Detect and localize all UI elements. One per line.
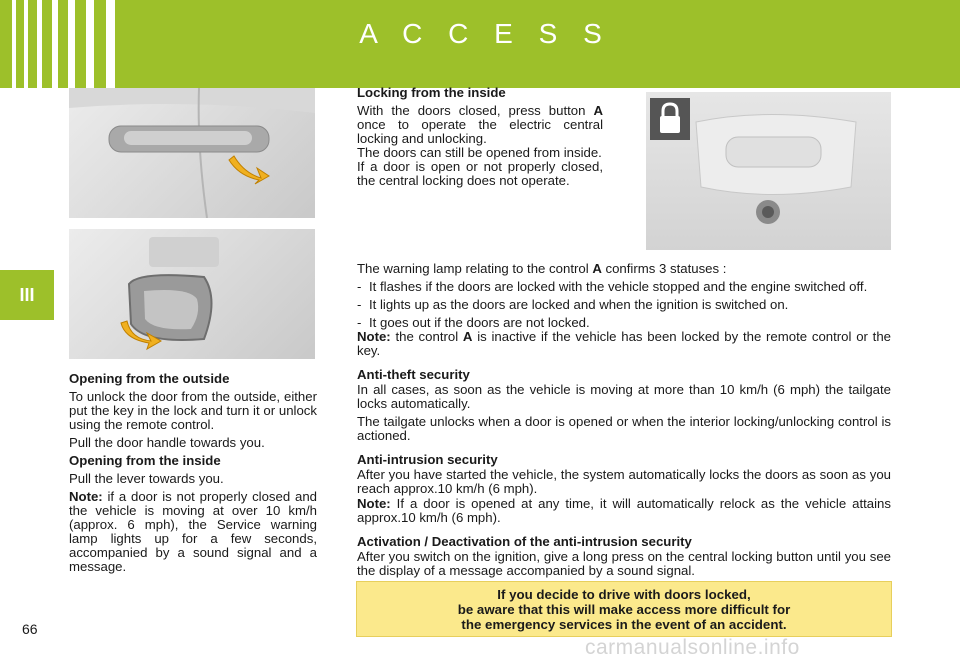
watermark: carmanualsonline.info — [585, 636, 800, 659]
antitheft-text-2: The tailgate unlocks when a door is opened or when the interior locking/unlocking control is actioned. — [357, 414, 891, 443]
note-control-post: is inactive if the vehicle has been locked by the remote control or the key. — [357, 329, 892, 358]
inner-lever-photo — [69, 229, 315, 359]
status-text: It goes out if the doors are not locked. — [369, 315, 590, 330]
warning-line-3: the emergency services in the event of an accident. — [461, 616, 787, 632]
padlock-icon — [650, 98, 690, 140]
heading-opening-outside: Opening from the outside — [69, 371, 230, 386]
heading-antitheft: Anti-theft security — [357, 367, 470, 382]
header-stripe — [68, 0, 75, 88]
note-control-pre: the control — [390, 329, 463, 344]
status-text: It flashes if the doors are locked with the vehicle stopped and the engine switched off. — [369, 279, 868, 294]
lock-button-photo — [646, 92, 891, 250]
door-handle-illustration — [69, 88, 315, 218]
locking-text-1-pre: With the doors closed, press button — [357, 103, 594, 118]
heading-locking-inside: Locking from the inside — [357, 85, 506, 100]
locking-text-1-post: once to operate the electric central locking and unlocking. — [357, 117, 603, 146]
pull-handle-text: Pull the door handle towards you. — [69, 435, 265, 450]
warning-lamp-post: confirms 3 statuses : — [601, 261, 727, 276]
left-column — [69, 372, 317, 578]
note-relock-text: If a door is opened at any time, it will automatically relock as the vehicle attains approx.10 km/h (6 mph). — [357, 496, 891, 525]
header-stripe — [24, 0, 28, 88]
locking-text-1 — [357, 104, 603, 146]
page-number: 66 — [22, 621, 38, 637]
warning-line-1: If you decide to drive with doors locked, — [497, 586, 751, 602]
heading-opening-inside: Opening from the inside — [69, 453, 221, 468]
status-item: - It flashes if the doors are locked with the vehicle stopped and the engine switched off. — [357, 279, 868, 294]
warning-box — [356, 581, 892, 637]
header-stripe — [106, 0, 115, 88]
note-label: Note: — [357, 329, 391, 344]
heading-antiintrusion: Anti-intrusion security — [357, 452, 498, 467]
control-a-label: A — [592, 261, 602, 276]
heading-activation: Activation / Deactivation of the anti-intrusion security — [357, 534, 692, 549]
header-stripe — [37, 0, 42, 88]
status-text: It lights up as the doors are locked and when the ignition is switched on. — [369, 297, 789, 312]
header-stripe — [52, 0, 58, 88]
antiintrusion-text: After you have started the vehicle, the system automatically locks the doors as soon as you reach approx.10 km/h (6 mph). — [357, 467, 891, 496]
opening-outside-text: To unlock the door from the outside, either put the key in the lock and turn it or unlock using the remote control. — [69, 389, 317, 432]
header-stripe — [12, 0, 16, 88]
locking-text-3: If a door is open or not properly closed, the central locking does not operate. — [357, 159, 603, 188]
activation-text: After you switch on the ignition, give a long press on the central locking button until you see the display of a message accompanied by a sound signal. — [357, 549, 891, 578]
inner-lever-illustration — [69, 229, 315, 359]
locking-text-2: The doors can still be opened from inside. — [357, 145, 602, 160]
header-stripe — [86, 0, 94, 88]
note-paragraph — [69, 490, 317, 574]
page-title: A C C E S S — [359, 18, 611, 49]
status-item: - It goes out if the doors are not locked. — [357, 315, 590, 330]
right-column — [357, 262, 891, 582]
note-label: Note: — [357, 496, 391, 511]
note-label: Note: — [69, 489, 103, 504]
door-handle-photo — [69, 88, 315, 218]
control-a-label: A — [462, 329, 473, 344]
antitheft-text-1: In all cases, as soon as the vehicle is moving at more than 10 km/h (6 mph) the tailgate locks automatically. — [357, 382, 891, 411]
note-text: if a door is not properly closed and the vehicle is moving at over 10 km/h (approx. 6 mph), the Service warning lamp lights up for a few seconds, accompanied by a sound signal and a message. — [69, 489, 317, 574]
header-band — [0, 0, 960, 88]
note-relock-paragraph — [357, 497, 891, 525]
locking-section — [357, 86, 603, 188]
control-a-label: A — [593, 103, 603, 118]
warning-line-2: be aware that this will make access more difficult for — [457, 601, 791, 617]
chapter-tab: III — [0, 270, 54, 320]
note-control-paragraph — [357, 330, 891, 358]
status-item: - It lights up as the doors are locked and when the ignition is switched on. — [357, 297, 789, 312]
pull-lever-text: Pull the lever towards you. — [69, 471, 224, 486]
warning-lamp-pre: The warning lamp relating to the control — [357, 261, 593, 276]
warning-lamp-text — [357, 262, 891, 276]
